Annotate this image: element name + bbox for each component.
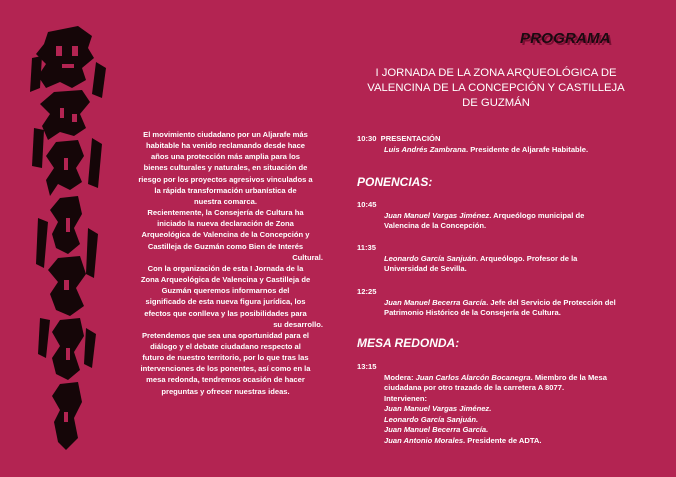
participant-name: Juan Manuel Vargas Jiménez.	[384, 404, 492, 413]
page-title	[357, 66, 635, 111]
speaker-role: Valencina de la Concepción.	[384, 221, 487, 230]
intro-line: Pretendemos que sea una oportunidad para el	[141, 330, 310, 340]
intro-line: su desarrollo.	[273, 319, 323, 329]
intro-line: Castilleja de Guzmán como Bien de Interés	[147, 241, 304, 251]
speaker-role: . Jefe del Servicio de Protección del	[486, 297, 616, 307]
intro-line: nuestra comarca.	[194, 196, 257, 206]
intro-line: Recientemente, la Consejería de Cultura ha	[147, 208, 304, 218]
speaker-role: . Arqueólogo municipal de	[489, 210, 585, 220]
participant-name: Leonardo García Sanjuán.	[384, 414, 479, 424]
participant-name: Juan Manuel Becerra García.	[384, 425, 489, 434]
ponencia-item	[357, 243, 657, 275]
title-line: I JORNADA DE LA ZONA ARQUEOLÓGICA DE	[375, 67, 617, 79]
intro-line: riesgo por los proyectos agresivos vinculados a	[138, 174, 313, 184]
moderator-name: Juan Carlos Alarcón Bocanegra	[415, 372, 531, 382]
title-line: VALENCINA DE LA CONCEPCIÓN Y CASTILLEJA	[367, 82, 625, 94]
moderator-role: . Miembro de la Mesa	[530, 372, 607, 382]
intro-text	[128, 129, 323, 397]
ponencias-heading: PONENCIAS:	[357, 175, 433, 189]
speaker-name: Juan Manuel Becerra García	[384, 297, 487, 307]
speaker-role: Patrimonio Histórico de la Consejería de Cultura.	[384, 308, 561, 317]
speaker-name: Luis Andrés Zambrana	[384, 144, 467, 154]
sculpture-figure-illustration	[20, 18, 120, 458]
time-label: 12:25	[357, 287, 377, 296]
moderator-prefix: Modera:	[384, 372, 416, 382]
speaker-role: Universidad de Sevilla.	[384, 264, 467, 273]
speaker-role: . Presidente de Aljarafe Habitable.	[466, 144, 589, 154]
intervienen-label: Intervienen:	[384, 393, 428, 403]
intro-line: habitable ha venido reclamando desde hace	[145, 141, 306, 151]
intro-line: iniciado la nueva declaración de Zona	[157, 219, 294, 229]
intro-line: Guzmán queremos informarnos del	[161, 286, 290, 296]
intro-line: preguntas y ofrecer nuestras ideas.	[161, 386, 290, 396]
intro-line: Con la organización de esta I Jornada de la	[147, 263, 304, 273]
intro-line: mesa redonda, tendremos ocasión de hacer	[146, 375, 305, 385]
time-label: 10:45	[357, 200, 377, 209]
intro-line: la rápida transformación urbanística de	[154, 185, 297, 195]
presentacion-block	[357, 134, 657, 155]
speaker-name: Leonardo García Sanjuán	[384, 253, 476, 263]
participant-role: . Presidente de ADTA.	[463, 435, 542, 445]
speaker-name: Juan Manuel Vargas Jiménez	[384, 210, 490, 220]
intro-line: diálogo y el debate ciudadano respecto al	[150, 341, 301, 351]
time-label: 13:15	[357, 362, 377, 371]
intro-line: significado de esta nueva figura jurídica, los	[145, 297, 306, 307]
speaker-role: . Arqueólogo. Profesor de la	[476, 253, 578, 263]
intro-line: Arqueológica de Valencina de la Concepción y	[141, 230, 310, 240]
intro-line: bienes culturales y naturales, en situación de	[143, 163, 308, 173]
ponencia-item	[357, 287, 657, 319]
intro-line: intervenciones de los ponentes, así como en la	[140, 364, 311, 374]
intro-line: años una protección más amplia para los	[151, 152, 300, 162]
time-label: 10:30	[357, 134, 377, 143]
intro-line: Zona Arqueológica de Valencina y Castilleja de	[140, 275, 311, 285]
presentacion-label: PRESENTACIÓN	[380, 134, 441, 143]
moderator-role: ciudadana por otro trazado de la carretera A 8077.	[384, 383, 565, 392]
intro-line: efectos que conlleva y las posibilidades para	[144, 308, 307, 318]
intro-line: El movimiento ciudadano por un Aljarafe más	[143, 130, 308, 139]
mesa-redonda-block	[357, 362, 657, 446]
ponencia-item	[357, 200, 657, 232]
programa-label: PROGRAMA	[520, 30, 611, 47]
intro-line: Cultural.	[292, 252, 323, 262]
participant-name: Juan Antonio Morales	[384, 435, 464, 445]
mesa-redonda-heading: MESA REDONDA:	[357, 336, 460, 350]
title-line: DE GUZMÁN	[462, 97, 530, 109]
time-label: 11:35	[357, 243, 377, 252]
intro-line: futuro de nuestro territorio, por lo que tras las	[142, 353, 309, 363]
